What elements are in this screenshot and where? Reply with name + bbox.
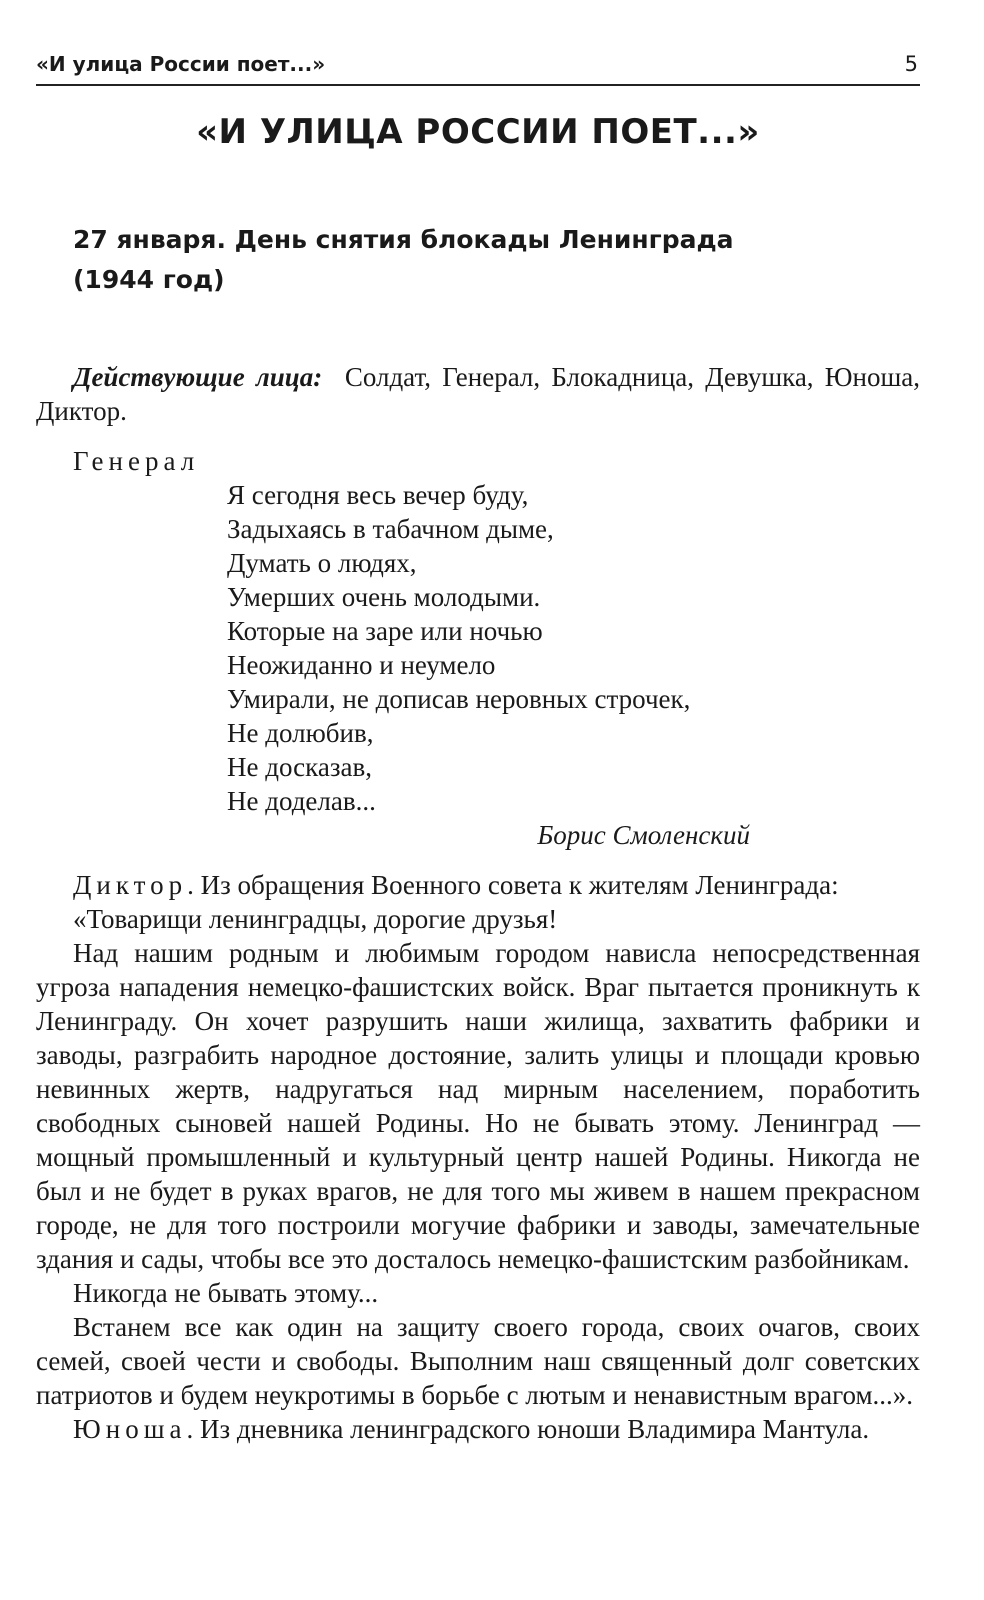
appeal-greeting: «Товарищи ленинградцы, дорогие друзья! <box>73 904 558 934</box>
poem-line: Умерших очень молодыми. <box>227 582 541 612</box>
body-text <box>36 360 920 1446</box>
cast-names: Солдат, Генерал, Блокадница, Девушка, Юноша, Диктор. <box>36 362 921 426</box>
page-number: 5 <box>904 52 918 76</box>
youth-line <box>36 1412 920 1446</box>
poem-line: Задыхаясь в табачном дыме, <box>227 514 554 544</box>
announcer-intro-text: . Из обращения Военного совета к жителям Ленинграда: <box>187 870 839 900</box>
running-header <box>36 44 920 86</box>
announcer-intro <box>36 868 920 902</box>
section-title-line-2: (1944 год) <box>73 265 225 294</box>
poem-line: Не досказав, <box>227 752 372 782</box>
youth-text: . Из дневника ленинградского юноши Владимира Мантула. <box>186 1414 870 1444</box>
chapter-title: «И УЛИЦА РОССИИ ПОЕТ...» <box>196 112 760 152</box>
poem-line: Умирали, не дописав неровных строчек, <box>227 684 691 714</box>
appeal-paragraph: Над нашим родным и любимым городом нависла непосредственная угроза нападения немецко-фашистских войск. Враг пытается проникнуть к Ленинграду. Он хочет разрушить наши жилища, захватить фабрики и заводы, разграбить народное достояние, залить улицы и площади кровью невинных жертв, надругаться над мирным населением, поработить свободных сыновей нашей Родины. Но не бывать этому. Ленинград — мощный промышленный и культурный центр нашей Родины. Никогда не был и не будет в руках врагов, не для того мы живем в нашем прекрасном городе, не для того построили могучие фабрики и заводы, замечательные здания и сады, чтобы все это досталось немецко-фашистским разбойникам. <box>36 938 920 1274</box>
running-title: «И улица России поет...» <box>36 52 326 76</box>
poem <box>227 478 920 818</box>
speaker-announcer: Диктор <box>73 870 188 900</box>
section-title-line-1: 27 января. День снятия блокады Ленинграда <box>73 225 734 254</box>
poem-line: Неожиданно и неумело <box>227 650 496 680</box>
appeal-paragraph: Никогда не бывать этому... <box>73 1278 379 1308</box>
cast-label: Действующие лица: <box>73 362 323 392</box>
poem-line: Не долюбив, <box>227 718 374 748</box>
poem-line: Я сегодня весь вечер буду, <box>227 480 529 510</box>
poem-line: Думать о людях, <box>227 548 417 578</box>
appeal-paragraph: Встанем все как один на защиту своего города, своих очагов, своих семей, своей чести и свободы. Выполним наш священный долг советских патриотов и будем неукротимы в борьбе с лютым и ненавистным врагом...». <box>36 1312 920 1410</box>
poem-author: Борис Смоленский <box>537 820 750 850</box>
cast-list <box>36 360 920 428</box>
speaker-general: Генерал <box>73 446 200 476</box>
general-speaker-line <box>73 444 920 478</box>
speaker-youth: Юноша <box>73 1414 187 1444</box>
section-title <box>73 220 893 300</box>
poem-line: Не доделав... <box>227 786 376 816</box>
book-page <box>36 0 920 1600</box>
poem-line: Которые на заре или ночью <box>227 616 543 646</box>
